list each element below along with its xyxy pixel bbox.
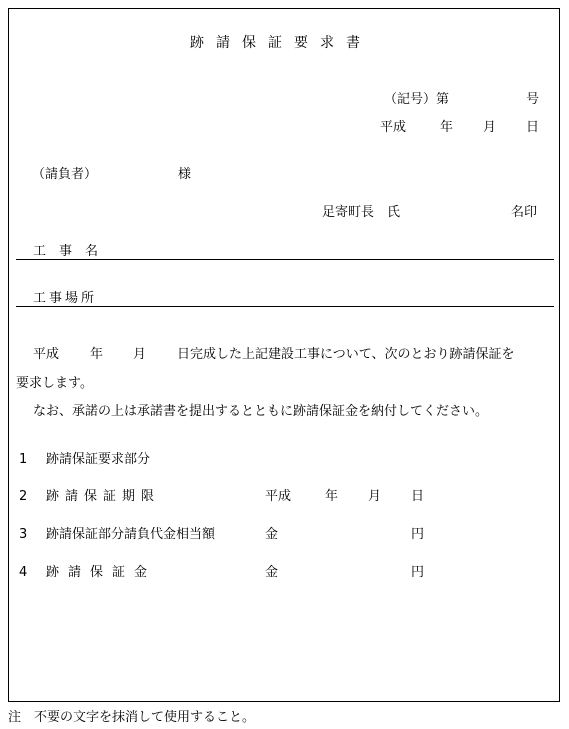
item-4-prefix: 金 <box>265 565 279 580</box>
construction-site-label: 工事場所 <box>33 291 98 306</box>
item-4-unit: 円 <box>411 565 425 580</box>
addressee-label: （請負者） <box>32 167 98 182</box>
body-month: 月 <box>133 347 147 362</box>
sender-title: 足寄町長 氏 <box>322 205 401 220</box>
document-title: 跡請保証要求書 <box>190 35 372 51</box>
construction-name-label: 工 事 名 <box>33 244 99 259</box>
item-4-number: 4 <box>19 565 28 580</box>
item-2-label: 跡請保証期限 <box>46 489 161 504</box>
construction-site-underline <box>16 306 554 307</box>
document-number-label: （記号）第 <box>384 92 450 107</box>
item-2-era: 平成 <box>265 489 292 504</box>
date-year: 年 <box>440 120 454 135</box>
addressee-honorific: 様 <box>178 167 192 182</box>
body-line1-rest: 日完成した上記建設工事について、次のとおり跡請保証を <box>177 347 515 362</box>
item-4-label: 跡請保証金 <box>46 565 157 580</box>
body-year: 年 <box>90 347 104 362</box>
document-number-suffix: 号 <box>526 92 540 107</box>
body-era: 平成 <box>33 347 60 362</box>
construction-name-underline <box>16 259 554 260</box>
footer-note: 注 不要の文字を抹消して使用すること。 <box>8 710 256 725</box>
item-1-number: 1 <box>19 452 28 467</box>
item-3-unit: 円 <box>411 527 425 542</box>
item-2-year: 年 <box>325 489 339 504</box>
sender-seal: 名印 <box>511 205 538 220</box>
item-3-label: 跡請保証部分請負代金相当額 <box>46 527 216 542</box>
item-3-number: 3 <box>19 527 28 542</box>
item-2-number: 2 <box>19 489 28 504</box>
item-3-prefix: 金 <box>265 527 279 542</box>
item-2-month: 月 <box>368 489 382 504</box>
body-line3: なお、承諾の上は承諾書を提出するとともに跡請保証金を納付してください。 <box>33 404 489 419</box>
date-month: 月 <box>483 120 497 135</box>
body-line2: 要求します。 <box>16 376 93 391</box>
date-day: 日 <box>526 120 540 135</box>
item-2-day: 日 <box>411 489 425 504</box>
date-era: 平成 <box>380 120 407 135</box>
item-1-label: 跡請保証要求部分 <box>46 452 151 467</box>
